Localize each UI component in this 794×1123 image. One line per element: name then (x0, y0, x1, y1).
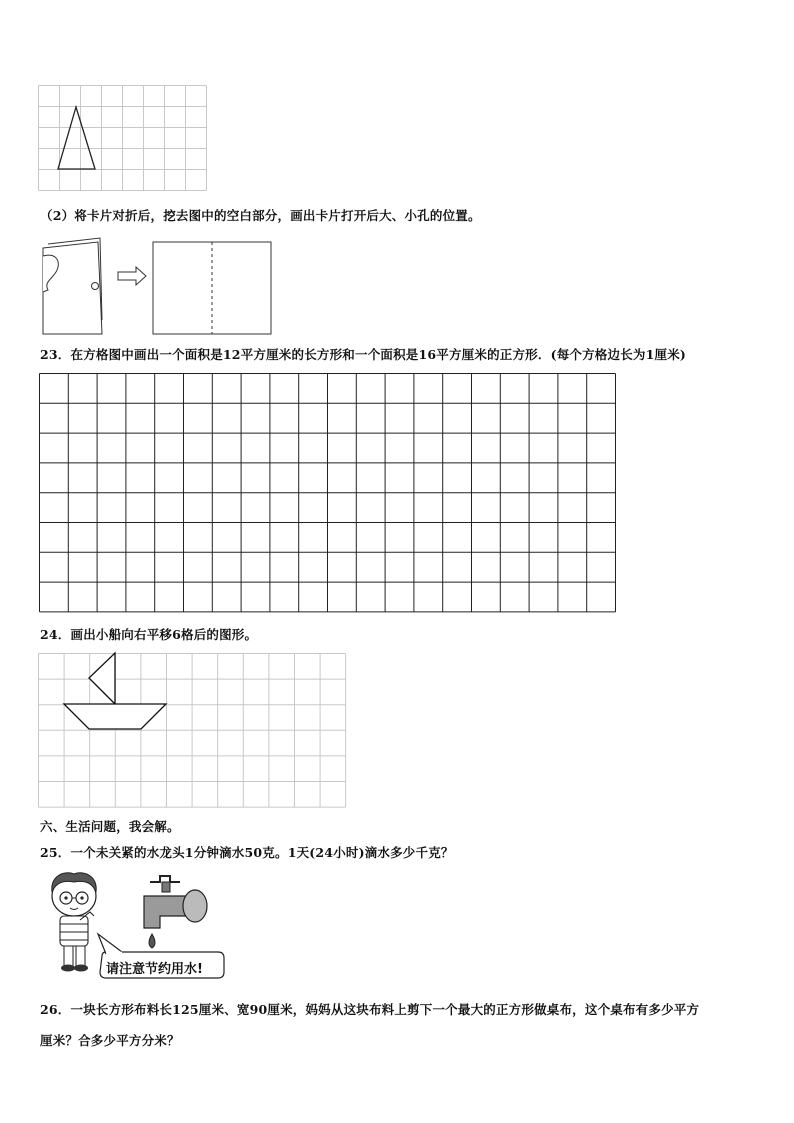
triangle-grid (38, 85, 208, 191)
boat-shape (64, 653, 166, 729)
triangle-shape (58, 107, 95, 169)
section6-heading: 六、生活问题，我会解。 (40, 819, 180, 834)
q22-part2-text: （2）将卡片对折后，挖去图中的空白部分，画出卡片打开后大、小孔的位置。 (40, 208, 481, 223)
q23-text: 23．在方格图中画出一个面积是12平方厘米的长方形和一个面积是16平方厘米的正方形．(每个方格边长为1厘米) (40, 347, 687, 362)
q25-text: 25．一个未关紧的水龙头1分钟滴水50克。1天(24小时)滴水多少千克？ (40, 845, 454, 860)
bubble-text: 请注意节约用水! (106, 962, 203, 977)
opened-card (153, 242, 271, 334)
faucet-icon (144, 876, 207, 948)
arrow-right-icon (118, 267, 146, 285)
boat-grid[interactable] (38, 653, 350, 808)
boy-icon (52, 873, 96, 972)
answer-grid[interactable] (39, 373, 619, 613)
q24-text: 24．画出小船向右平移6格后的图形。 (40, 627, 258, 642)
folded-card-figure (40, 234, 280, 334)
folded-card (43, 238, 102, 334)
q26-line1: 26．一块长方形布料长125厘米、宽90厘米，妈妈从这块布料上剪下一个最大的正方形做桌布，这个桌布有多少平方 (40, 1002, 700, 1017)
q26-line2: 厘米？合多少平方分米？ (40, 1033, 180, 1048)
